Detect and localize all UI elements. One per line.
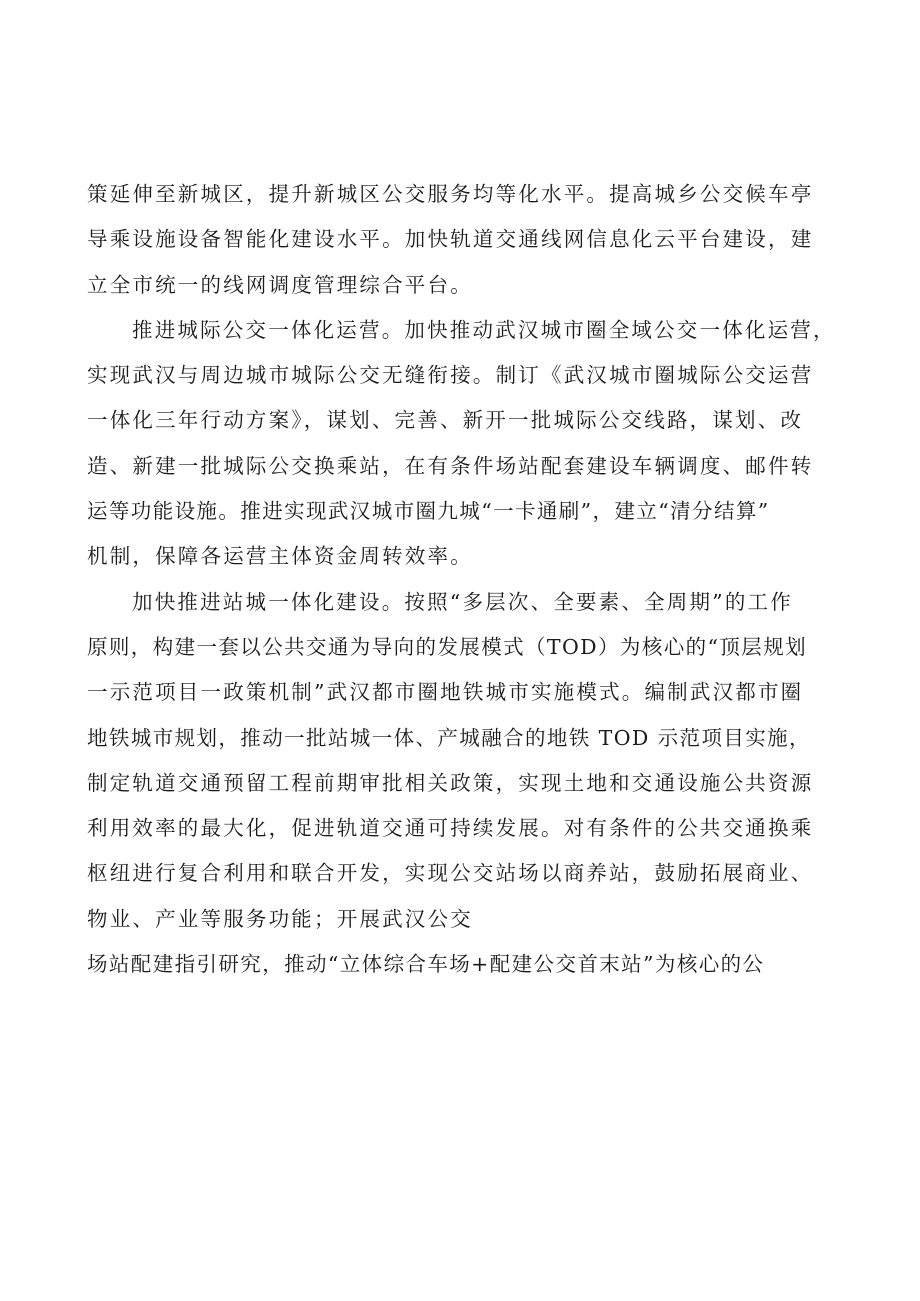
document-body: [87, 172, 847, 987]
text-line: 实现武汉与周边城市城际公交无缝衔接。制订《武汉城市圈城际公交运营: [87, 363, 814, 388]
text-line: 加快推进站城一体化建设。按照“多层次、全要素、全周期”的工作: [132, 589, 793, 614]
paragraph-3: [87, 580, 847, 988]
text-line: 机制，保障各运营主体资金周转效率。: [87, 544, 473, 569]
text-line: 推进城际公交一体化运营。加快推动武汉城市圈全域公交一体化运营，: [132, 317, 836, 342]
text-line: 物业、产业等服务功能；开展武汉公交: [87, 906, 473, 931]
text-line: 立全市统一的线网调度管理综合平台。: [87, 272, 473, 297]
text-line: 原则，构建一套以公共交通为导向的发展模式（TOD）为核心的“顶层规划: [87, 634, 807, 659]
paragraph-1: [87, 172, 847, 308]
text-line: 策延伸至新城区，提升新城区公交服务均等化水平。提高城乡公交候车亭: [87, 182, 814, 206]
text-line: 利用效率的最大化，促进轨道交通可持续发展。对有条件的公共交通换乘: [87, 816, 814, 841]
text-line: 一体化三年行动方案》，谋划、完善、新开一批城际公交线路，谋划、改: [87, 408, 804, 433]
text-line: 运等功能设施。推进实现武汉城市圈九城“一卡通刷”，建立“清分结算”: [87, 499, 770, 524]
text-line: 导乘设施设备智能化建设水平。加快轨道交通线网信息化云平台建设，建: [87, 227, 814, 252]
text-line: 一示范项目一政策机制”武汉都市圈地铁城市实施模式。编制武汉都市圈: [87, 680, 804, 705]
text-line: 枢纽进行复合利用和联合开发，实现公交站场以商养站，鼓励拓展商业、: [87, 861, 814, 886]
text-line: 制定轨道交通预留工程前期审批相关政策，实现土地和交通设施公共资源: [87, 770, 814, 795]
text-line: 地铁城市规划，推动一批站城一体、产城融合的地铁 TOD 示范项目实施，: [87, 725, 811, 750]
paragraph-2: [87, 308, 847, 580]
text-line: 造、新建一批城际公交换乘站，在有条件场站配套建设车辆调度、邮件转: [87, 453, 814, 478]
text-line: 场站配建指引研究，推动“立体综合车场+配建公交首末站”为核心的公: [87, 952, 765, 977]
